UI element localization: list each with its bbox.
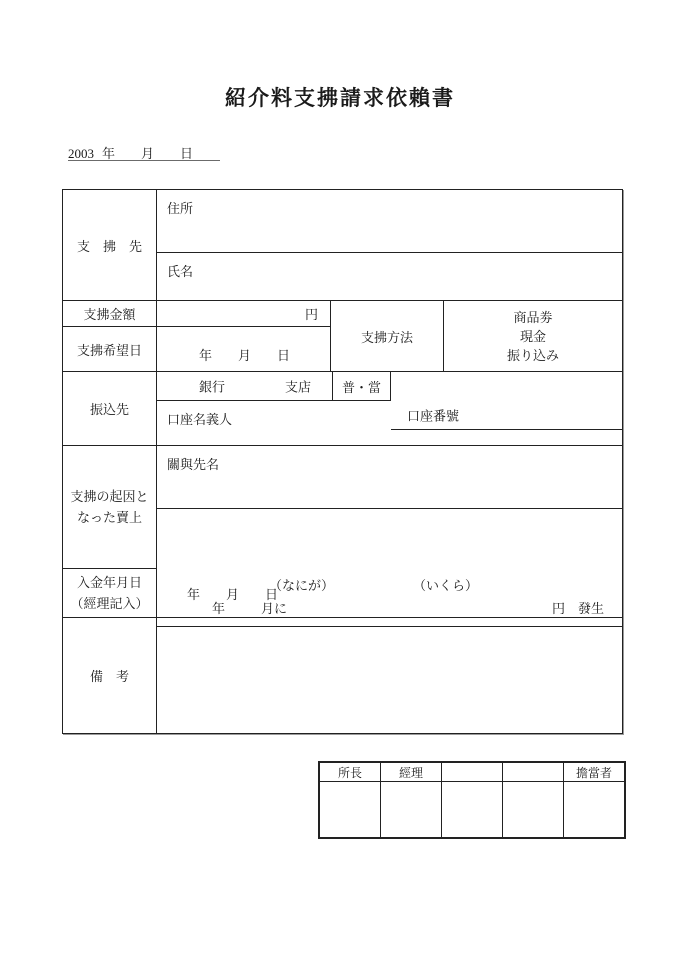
sales-origin-label-line2: なった賣上 [76, 510, 142, 525]
approval-col-accounting [380, 763, 441, 837]
deposit-date-label-line1: 入金年月日 [76, 575, 142, 590]
approval-header-blank2 [503, 763, 563, 782]
date-year-value: 2003 [68, 146, 94, 161]
deposit-date-value: 年 月 日 [187, 586, 279, 602]
desired-date-value-cell[interactable] [157, 327, 331, 372]
page-title: 紹介料支拂請求依賴書 [225, 86, 455, 110]
payee-address-cell[interactable] [157, 190, 622, 253]
approval-col-person-in-charge [563, 763, 624, 837]
approval-stamp-blank1[interactable] [442, 782, 502, 837]
remarks-label-cell: 備 考 [63, 618, 157, 733]
method-option-gift-certificate: 商品劵 [513, 309, 553, 325]
sales-origin-label-cell [63, 446, 157, 569]
deposit-date-value-cell[interactable] [157, 569, 622, 618]
account-number-label: 口座番號 [407, 408, 460, 424]
address-label: 住所 [167, 201, 194, 216]
approval-header-blank1 [442, 763, 502, 782]
account-holder-label: 口座名義人 [167, 412, 233, 427]
method-label-cell: 支拂方法 [331, 301, 444, 372]
howmuch-label: （いくら） [413, 578, 479, 593]
amount-value-cell[interactable] [157, 301, 331, 327]
desired-date-value: 年 月 日 [199, 348, 291, 363]
account-type-cell[interactable]: 普・當 [333, 372, 391, 401]
approval-stamp-accounting[interactable] [381, 782, 441, 837]
branch-label: 支店 [285, 379, 312, 395]
sales-origin-label-line1: 支拂の起因と [70, 489, 149, 504]
amount-label-cell: 支拂金額 [63, 301, 157, 327]
method-option-cash: 現金 [519, 328, 546, 344]
approval-stamp-director[interactable] [320, 782, 380, 837]
payee-label-cell: 支 拂 先 [63, 190, 157, 301]
approval-col-blank2 [502, 763, 563, 837]
approval-stamp-table [318, 761, 626, 839]
date-line [68, 143, 220, 161]
method-options-cell[interactable] [444, 301, 622, 372]
yen-occurred-label: 円 發生 [551, 601, 604, 616]
approval-stamp-blank2[interactable] [503, 782, 563, 837]
payment-request-form-table [62, 189, 623, 734]
deposit-date-label-cell [63, 569, 157, 618]
client-name-cell[interactable] [157, 446, 622, 509]
bank-branch-cell[interactable] [157, 372, 333, 401]
approval-col-director [320, 763, 380, 837]
transfer-label-cell: 振込先 [63, 372, 157, 446]
desired-date-label-cell: 支拂希望日 [63, 327, 157, 372]
remarks-value-cell[interactable] [157, 618, 622, 733]
approval-header-director: 所長 [320, 763, 380, 782]
deposit-date-label-line2: （經理記入） [70, 596, 149, 611]
sales-month-label: 月に [261, 601, 288, 616]
method-option-bank-transfer: 振り込み [506, 347, 559, 363]
name-label: 氏名 [167, 264, 194, 279]
date-labels: 年 月 日 [102, 146, 194, 161]
approval-header-accounting: 經理 [381, 763, 441, 782]
what-label: （なにが） [269, 578, 335, 593]
account-holder-cell[interactable] [157, 401, 622, 446]
approval-header-person-in-charge: 擔當者 [564, 763, 624, 782]
bank-label: 銀行 [199, 379, 226, 395]
approval-stamp-person-in-charge[interactable] [564, 782, 624, 837]
amount-unit-label: 円 [304, 307, 318, 322]
sales-year-label: 年 [212, 601, 226, 616]
approval-col-blank1 [441, 763, 502, 837]
payee-name-cell[interactable] [157, 253, 622, 301]
client-name-label: 關與先名 [167, 457, 220, 472]
